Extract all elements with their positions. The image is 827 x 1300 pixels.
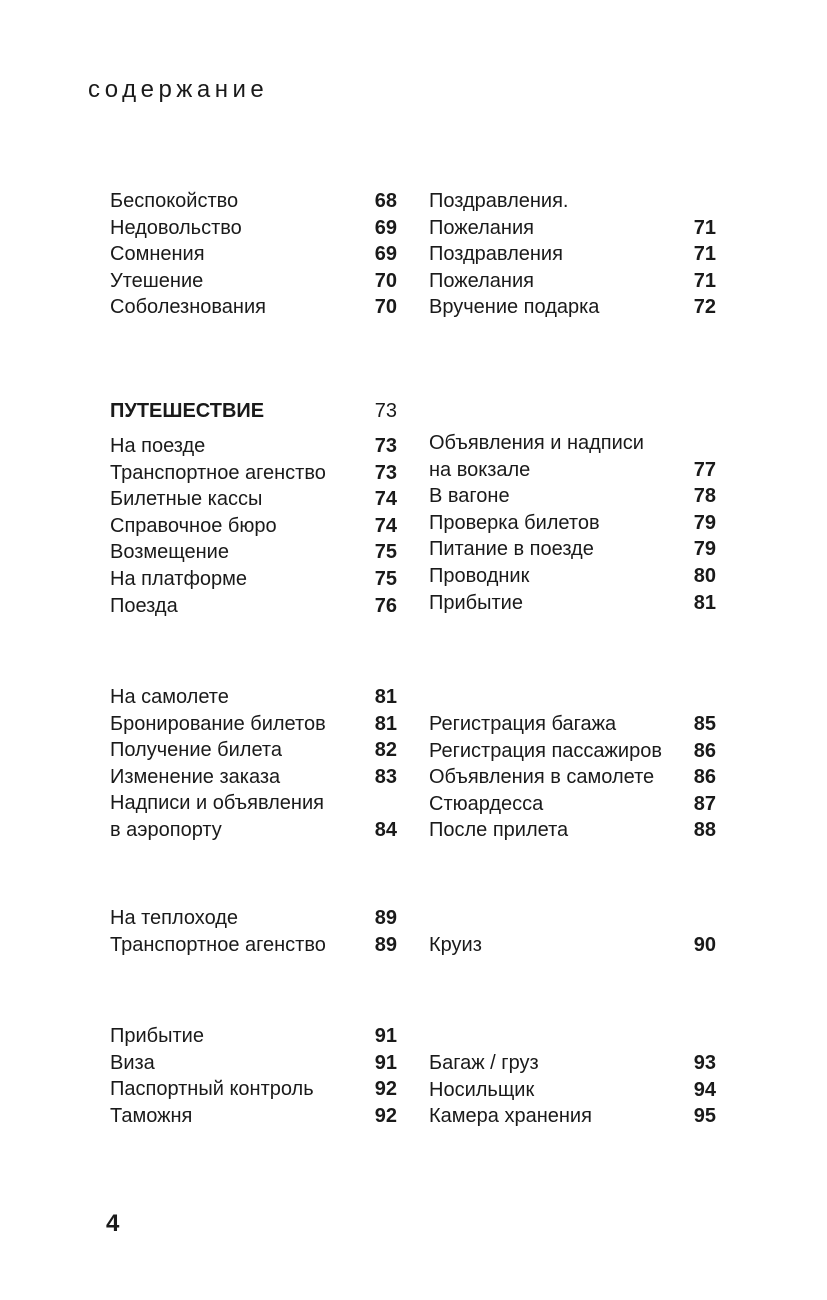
toc-entry-page: 81 bbox=[374, 686, 397, 708]
toc-column-right bbox=[429, 932, 719, 959]
toc-entry-label: Соболезнования bbox=[110, 296, 266, 319]
toc-entry-page: 81 bbox=[374, 712, 397, 735]
toc-entry bbox=[110, 433, 400, 460]
toc-entry bbox=[429, 932, 719, 959]
toc-entry-page: 70 bbox=[374, 269, 397, 292]
toc-entry-page: 90 bbox=[693, 934, 716, 956]
toc-entry-page: 92 bbox=[374, 1104, 397, 1127]
toc-column-right bbox=[429, 711, 719, 844]
toc-column-left bbox=[110, 684, 400, 844]
toc-entry-page: 79 bbox=[693, 511, 716, 534]
toc-entry-page: 93 bbox=[693, 1052, 716, 1074]
toc-entry bbox=[110, 513, 400, 540]
toc-entry bbox=[110, 932, 400, 959]
toc-entry bbox=[429, 764, 719, 791]
toc-column-left bbox=[110, 188, 400, 321]
toc-entry-page: 84 bbox=[374, 818, 397, 841]
toc-entry-label: Объявления и надписи bbox=[429, 432, 644, 454]
toc-entry bbox=[110, 1076, 400, 1103]
toc-entry-page: 88 bbox=[693, 819, 716, 842]
toc-entry bbox=[429, 817, 719, 844]
toc-entry-page: 83 bbox=[374, 765, 397, 788]
toc-entry-label: Прибытие bbox=[429, 591, 523, 614]
toc-entry-label: Надписи и объявления bbox=[110, 792, 324, 815]
toc-entry-label: Багаж / груз bbox=[429, 1052, 539, 1074]
toc-entry-page: 77 bbox=[693, 458, 716, 481]
toc-entry-label: Утешение bbox=[110, 269, 204, 292]
toc-entry-page: 91 bbox=[374, 1025, 397, 1047]
toc-entry-label: Сомнения bbox=[110, 243, 205, 266]
toc-entry bbox=[110, 460, 400, 487]
toc-entry-label: Бронирование билетов bbox=[110, 712, 326, 735]
toc-entry-label: Пожелания bbox=[429, 216, 534, 239]
toc-entry bbox=[110, 268, 400, 295]
toc-entry bbox=[429, 711, 719, 738]
toc-entry-page: 75 bbox=[374, 541, 397, 564]
toc-entry-label: Паспортный контроль bbox=[110, 1078, 314, 1101]
toc-entry-page: 94 bbox=[693, 1078, 716, 1101]
toc-entry-page: 91 bbox=[374, 1051, 397, 1074]
toc-entry-label: Вручение подарка bbox=[429, 296, 600, 319]
toc-entry-label: Регистрация пассажиров bbox=[429, 739, 662, 762]
toc-entry-label: Поздравления. bbox=[429, 190, 569, 212]
toc-entry-page: 78 bbox=[693, 485, 716, 508]
toc-entry-label: на вокзале bbox=[429, 458, 531, 481]
toc-entry-page: 89 bbox=[374, 933, 397, 956]
toc-entry bbox=[429, 188, 719, 215]
toc-heading-label: ПУТЕШЕСТВИЕ bbox=[110, 400, 265, 422]
toc-entry bbox=[429, 457, 719, 484]
page-number: 4 bbox=[106, 1210, 120, 1237]
toc-entry-label: Таможня bbox=[110, 1104, 193, 1127]
toc-entry-page: 86 bbox=[693, 739, 716, 762]
toc-entry bbox=[429, 510, 719, 537]
toc-entry-page: 69 bbox=[374, 243, 397, 266]
page-title: содержание bbox=[88, 76, 269, 103]
toc-entry bbox=[429, 241, 719, 268]
toc-entry bbox=[110, 711, 400, 738]
toc-entry bbox=[110, 764, 400, 791]
toc-entry bbox=[110, 566, 400, 593]
toc-entry-label: Изменение заказа bbox=[110, 765, 281, 788]
toc-entry-label: Поздравления bbox=[429, 243, 563, 266]
toc-entry-page: 70 bbox=[374, 296, 397, 319]
toc-entry bbox=[110, 241, 400, 268]
toc-entry bbox=[110, 817, 400, 844]
toc-entry-page: 86 bbox=[693, 766, 716, 789]
toc-entry-label: На поезде bbox=[110, 435, 206, 457]
toc-entry-label: Получение билета bbox=[110, 739, 282, 762]
toc-column-left bbox=[110, 433, 400, 619]
toc-entry-page: 81 bbox=[693, 591, 716, 614]
toc-entry bbox=[429, 1077, 719, 1104]
toc-entry-page: 72 bbox=[693, 296, 716, 319]
toc-entry-label: Круиз bbox=[429, 934, 482, 956]
toc-column-left bbox=[110, 1023, 400, 1129]
toc-entry bbox=[110, 593, 400, 620]
toc-entry bbox=[110, 790, 400, 817]
toc-column-right bbox=[429, 188, 719, 321]
toc-entry-label: Проверка билетов bbox=[429, 511, 600, 534]
toc-entry-page: 95 bbox=[693, 1105, 716, 1128]
toc-entry-label: Транспортное агенство bbox=[110, 461, 326, 484]
toc-entry bbox=[110, 188, 400, 215]
toc-entry bbox=[110, 215, 400, 242]
toc-entry-page: 68 bbox=[374, 190, 397, 212]
toc-entry bbox=[110, 1023, 400, 1050]
toc-entry bbox=[429, 791, 719, 818]
toc-heading-entry bbox=[110, 398, 400, 425]
toc-entry bbox=[110, 1103, 400, 1130]
toc-entry-label: Прибытие bbox=[110, 1025, 204, 1047]
toc-entry-page: 82 bbox=[374, 739, 397, 762]
toc-entry bbox=[429, 268, 719, 295]
toc-entry bbox=[110, 294, 400, 321]
toc-entry-page: 71 bbox=[693, 216, 716, 239]
toc-entry bbox=[429, 483, 719, 510]
toc-entry bbox=[110, 1050, 400, 1077]
toc-entry-label: Беспокойство bbox=[110, 190, 239, 212]
toc-entry bbox=[110, 486, 400, 513]
toc-entry-label: Транспортное агенство bbox=[110, 933, 326, 956]
toc-entry-page: 74 bbox=[374, 514, 397, 537]
toc-entry bbox=[429, 536, 719, 563]
toc-entry-page: 75 bbox=[374, 567, 397, 590]
toc-entry-label: На самолете bbox=[110, 686, 229, 708]
toc-column-right bbox=[429, 1050, 719, 1130]
toc-entry bbox=[429, 590, 719, 617]
toc-entry-page: 73 bbox=[374, 435, 397, 457]
toc-entry bbox=[429, 1050, 719, 1077]
toc-entry-page: 92 bbox=[374, 1078, 397, 1101]
toc-heading-page: 73 bbox=[374, 400, 397, 422]
toc-entry-label: Билетные кассы bbox=[110, 488, 263, 511]
toc-entry-label: На теплоходе bbox=[110, 907, 239, 929]
toc-entry-label: Проводник bbox=[429, 564, 530, 587]
toc-entry-label: Объявления в самолете bbox=[429, 766, 655, 789]
toc-entry-page: 73 bbox=[374, 461, 397, 484]
toc-entry-label: Питание в поезде bbox=[429, 538, 594, 561]
toc-entry-page: 87 bbox=[693, 792, 716, 815]
toc-entry-label: Камера хранения bbox=[429, 1105, 592, 1128]
toc-entry-label: Стюардесса bbox=[429, 792, 544, 815]
toc-entry-page: 85 bbox=[693, 713, 716, 735]
toc-entry-label: Пожелания bbox=[429, 269, 534, 292]
toc-column-left bbox=[110, 905, 400, 958]
toc-entry-label: в аэропорту bbox=[110, 818, 222, 841]
toc-entry bbox=[429, 430, 719, 457]
toc-entry-label: Справочное бюро bbox=[110, 514, 277, 537]
toc-entry bbox=[110, 905, 400, 932]
toc-entry-label: Виза bbox=[110, 1051, 155, 1074]
toc-entry bbox=[429, 1103, 719, 1130]
toc-entry-label: После прилета bbox=[429, 819, 569, 842]
toc-entry-label: На платформе bbox=[110, 567, 248, 590]
toc-entry bbox=[429, 215, 719, 242]
toc-entry-page: 76 bbox=[374, 594, 397, 617]
toc-entry bbox=[110, 539, 400, 566]
toc-entry-page: 79 bbox=[693, 538, 716, 561]
toc-entry-page: 89 bbox=[374, 907, 397, 929]
toc-entry-page: 71 bbox=[693, 269, 716, 292]
toc-entry-label: Регистрация багажа bbox=[429, 713, 617, 735]
toc-entry-label: Возмещение bbox=[110, 541, 229, 564]
toc-entry-page: 74 bbox=[374, 488, 397, 511]
toc-column-right bbox=[429, 430, 719, 616]
toc-entry-page: 69 bbox=[374, 216, 397, 239]
toc-entry-label: Поезда bbox=[110, 594, 178, 617]
toc-entry-label: Недовольство bbox=[110, 216, 242, 239]
toc-entry bbox=[429, 738, 719, 765]
toc-entry bbox=[110, 737, 400, 764]
toc-entry bbox=[429, 294, 719, 321]
toc-entry-page: 71 bbox=[693, 243, 716, 266]
toc-entry-label: Носильщик bbox=[429, 1078, 535, 1101]
toc-section-heading bbox=[110, 398, 400, 425]
toc-entry-label: В вагоне bbox=[429, 485, 510, 508]
toc-entry bbox=[110, 684, 400, 711]
toc-entry bbox=[429, 563, 719, 590]
toc-entry-page: 80 bbox=[693, 564, 716, 587]
